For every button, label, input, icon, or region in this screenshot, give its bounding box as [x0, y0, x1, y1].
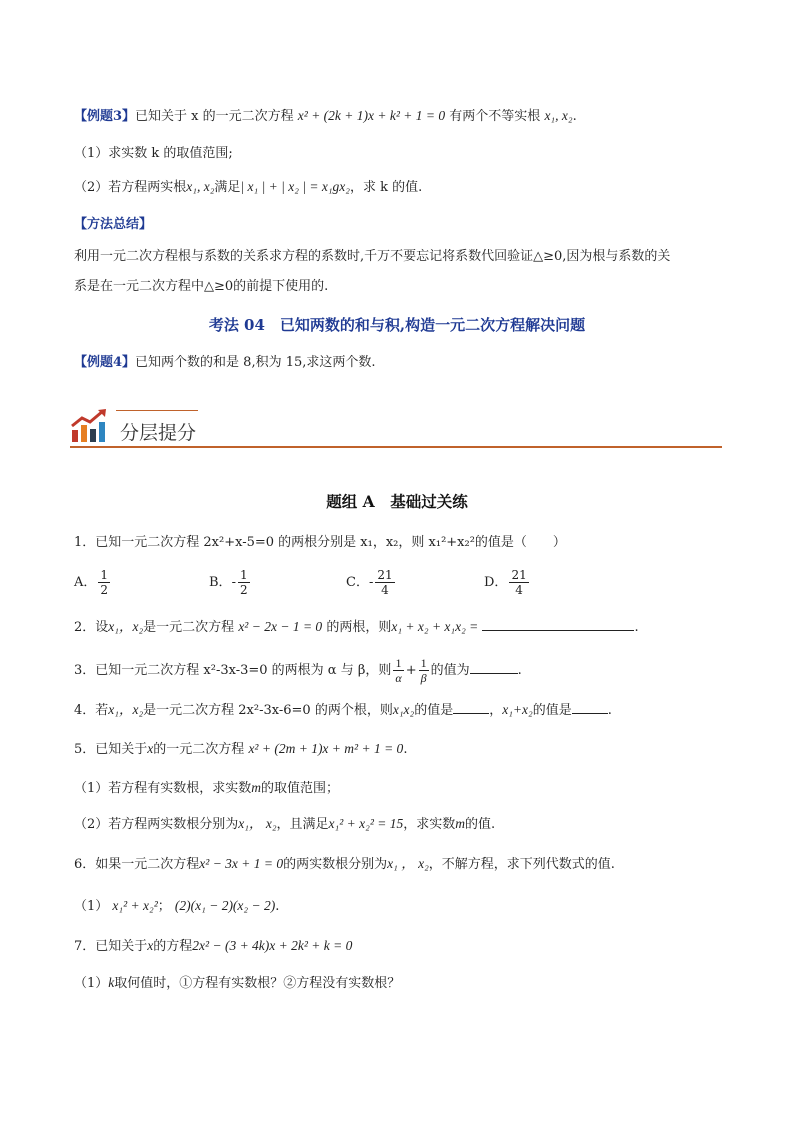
problem-3-statement: 3．已知一元二次方程 x²-3x-3=0 的两根为 α 与 β，则 $\frac{1}{\alpha}$ + $\frac{1}{\beta}$ 的值为 . [74, 656, 522, 685]
q2-mid: 满足 [214, 180, 241, 195]
p4-mid: 是一元二次方程 2x²-3x-6=0 的两个根，则 [143, 703, 393, 718]
option-c-fraction [375, 568, 394, 597]
example-3-question-1: （1）求实数 k 的取值范围; [74, 146, 233, 161]
p6-expression-2: (2)(x₁ − 2)(x₂ − 2) [174, 898, 276, 913]
p2-tail: 的两根，则 [326, 620, 392, 635]
example-3-question-2 [74, 177, 422, 198]
p5-q2-roots: x₁， x₂ [238, 816, 277, 831]
example-3-statement [74, 106, 577, 127]
p7-var: x [147, 938, 154, 953]
p4-value-text-2: 的值是 [532, 703, 572, 718]
example-4-tag: 【例题4】 [74, 355, 136, 370]
option-a [74, 568, 112, 597]
p5-q2-end: 的值. [465, 817, 496, 832]
option-b-sign: - [231, 575, 236, 590]
section-divider [70, 446, 722, 448]
p4-sum: x₁+x₂ [502, 702, 533, 717]
option-a-label: A． [74, 575, 97, 590]
p2-roots: x₁，x₂ [108, 619, 144, 634]
p3-tail: 的值为 [430, 663, 470, 678]
option-b [209, 568, 252, 597]
example-3-tail: 有两个不等实根 [449, 109, 541, 124]
p2-mid: 是一元二次方程 [143, 620, 235, 635]
answer-blank[interactable] [470, 659, 518, 674]
option-a-fraction [98, 568, 110, 597]
group-a-title: 题组 A 基础过关练 [326, 492, 468, 511]
p5-equation: x² + (2m + 1)x + m² + 1 = 0 [248, 741, 404, 756]
p5-q2-lead: （2）若方程两实数根分别为 [74, 817, 239, 832]
denominator: 4 [381, 583, 389, 597]
section-header [70, 408, 722, 448]
method-04-heading: 考法 04 已知两数的和与积,构造一元二次方程解决问题 [208, 316, 586, 334]
example-3-roots: x₁, x₂ [544, 108, 573, 123]
example-4-statement [74, 353, 376, 373]
example-3-tag: 【例题3】 [74, 109, 136, 124]
method-summary-line-1: 利用一元二次方程根与系数的关系求方程的系数时,千万不要忘记将系数代回验证△≥0,因为根与系数的关 [74, 249, 671, 264]
example-4-text: 已知两个数的和是 8,积为 15,求这两个数. [135, 355, 376, 370]
problem-7-question-1 [74, 973, 400, 994]
p4-lead: 4．若 [74, 703, 109, 718]
option-b-fraction [238, 568, 250, 597]
q2-condition: | x₁ | + | x₂ | = x₁gx₂ [240, 179, 350, 194]
one-over-beta [419, 656, 429, 685]
q2-roots: x₁, x₂ [186, 179, 215, 194]
p5-q2-tail: ，求实数 [403, 817, 456, 832]
q2-end: ，求 k 的值. [349, 180, 423, 195]
p5-lead: 5．已知关于 [74, 742, 148, 757]
answer-blank-1[interactable] [453, 699, 489, 714]
separator: ， [489, 703, 503, 718]
problem-5-question-2 [74, 814, 495, 835]
problem-6-question-1 [74, 896, 279, 917]
p4-value-text: 的值是 [414, 703, 454, 718]
period: . [607, 703, 612, 718]
p5-q1-end: 的取值范围； [261, 781, 340, 796]
numerator: 1 [420, 656, 427, 670]
problem-1-statement: 1．已知一元二次方程 2x²+x-5=0 的两根分别是 x₁，x₂，则 x₁²+x₂²的值是（ ） [74, 535, 566, 550]
answer-blank-2[interactable] [572, 699, 608, 714]
separator: ； [157, 899, 171, 914]
p4-product: x₁x₂ [392, 702, 415, 717]
problem-6-statement [74, 854, 615, 875]
numerator: 1 [100, 568, 109, 582]
p5-q2-mid: ，且满足 [276, 817, 329, 832]
p5-q1-var: m [251, 780, 262, 795]
option-d [484, 568, 531, 597]
method-summary-line-2: 系是在一元二次方程中△≥0的前提下使用的. [74, 279, 329, 294]
p6-equation: x² − 3x + 1 = 0 [199, 856, 284, 871]
denominator: 2 [239, 583, 248, 597]
bar-chart-growth-icon [70, 408, 110, 446]
q2-lead: （2）若方程两实根 [74, 180, 187, 195]
p6-q-lead: （1） [74, 899, 109, 914]
period: . [572, 109, 577, 124]
p6-lead: 6．如果一元二次方程 [74, 857, 200, 872]
p5-mid: 的一元二次方程 [153, 742, 245, 757]
problem-5-question-1 [74, 778, 339, 799]
period: . [517, 663, 522, 678]
answer-blank[interactable] [482, 616, 634, 631]
p2-lead: 2．设 [74, 620, 109, 635]
problem-7-statement [74, 936, 352, 957]
section-top-rule [116, 410, 198, 411]
p7-mid: 的方程 [153, 939, 193, 954]
p2-expression: x₁ + x₂ + x₁x₂ = [391, 619, 479, 634]
p7-lead: 7．已知关于 [74, 939, 148, 954]
option-b-label: B． [209, 575, 232, 590]
problem-5-statement [74, 739, 407, 760]
p5-q2-condition: x₁² + x₂² = 15 [328, 816, 404, 831]
p3-lead: 3．已知一元二次方程 x²-3x-3=0 的两根为 α 与 β，则 [74, 663, 392, 678]
method-summary-tag: 【方法总结】 [74, 217, 153, 232]
numerator: 1 [393, 656, 403, 671]
option-c-sign: - [368, 575, 374, 590]
p6-tail: ，不解方程，求下列代数式的值. [428, 857, 615, 872]
p5-var: x [147, 741, 154, 756]
denominator: α [395, 671, 402, 685]
option-d-label: D． [484, 575, 508, 590]
p5-q2-var: m [455, 816, 465, 831]
period: . [275, 899, 280, 914]
one-over-alpha [393, 656, 403, 685]
problem-4-statement [74, 699, 612, 721]
p7-q1-var: k [108, 975, 115, 990]
option-c [346, 568, 397, 597]
p6-expression-1: x₁² + x₂² [112, 898, 158, 913]
p7-q1-lead: （1） [74, 976, 109, 991]
p7-equation: 2x² − (3 + 4k)x + 2k² + k = 0 [192, 938, 353, 953]
example-3-lead: 已知关于 x 的一元二次方程 [135, 109, 298, 124]
denominator: 4 [515, 583, 523, 597]
section-title: 分层提分 [120, 422, 197, 444]
example-3-equation: x² + (2k + 1)x + k² + 1 = 0 [297, 108, 446, 123]
p4-roots: x₁，x₂ [108, 702, 144, 717]
numerator: 1 [239, 568, 248, 582]
denominator: β [420, 671, 427, 685]
p2-equation: x² − 2x − 1 = 0 [238, 619, 323, 634]
problem-2-statement [74, 616, 639, 638]
numerator: 21 [377, 568, 393, 582]
p7-q1-text: 取何值时，①方程有实数根？②方程没有实数根？ [114, 976, 401, 991]
period: . [634, 620, 639, 635]
numerator: 21 [511, 568, 527, 582]
option-d-fraction [509, 568, 528, 597]
p5-q1-lead: （1）若方程有实数根，求实数 [74, 781, 252, 796]
period: . [403, 742, 408, 757]
denominator: 2 [100, 583, 109, 597]
p6-roots: x₁ ， x₂ [387, 856, 429, 871]
option-c-label: C． [346, 575, 369, 590]
p6-mid: 的两实数根分别为 [283, 857, 388, 872]
